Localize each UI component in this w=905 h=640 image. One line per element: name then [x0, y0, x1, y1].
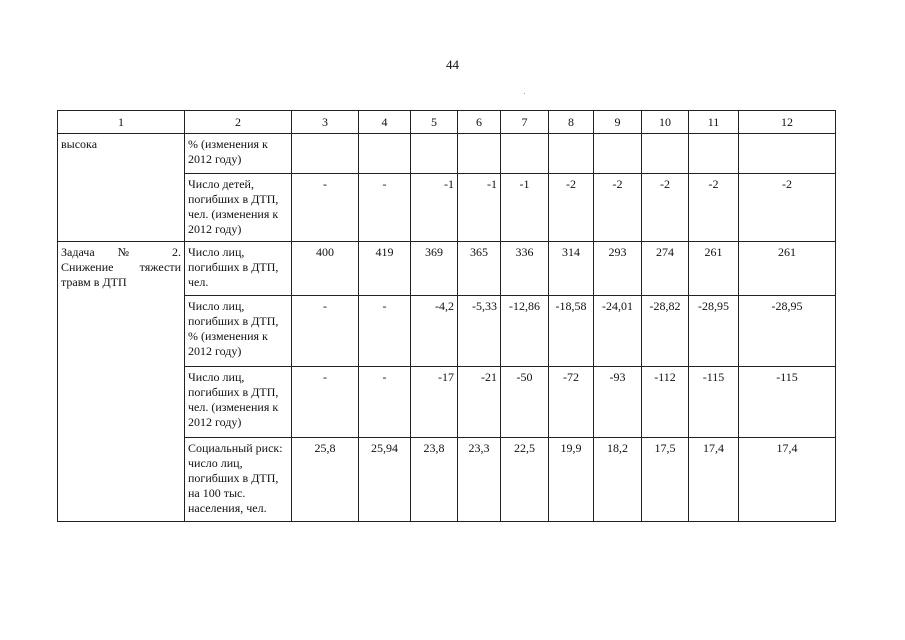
row-description: % (изменения к 2012 году)	[185, 134, 292, 174]
value-cell: -	[292, 174, 359, 242]
header-cell: 8	[549, 111, 594, 134]
header-cell: 9	[594, 111, 642, 134]
value-cell: -1	[458, 174, 501, 242]
value-cell: -115	[739, 367, 836, 438]
value-cell: -2	[739, 174, 836, 242]
value-cell: 274	[642, 242, 689, 296]
value-cell: -24,01	[594, 296, 642, 367]
value-cell	[739, 134, 836, 174]
table-row	[58, 242, 836, 296]
value-cell: -112	[642, 367, 689, 438]
table-row	[58, 134, 836, 174]
value-cell: -28,82	[642, 296, 689, 367]
value-cell: 365	[458, 242, 501, 296]
value-cell	[689, 134, 739, 174]
row-description: Число лиц, погибших в ДТП, % (изменения к 2012 году)	[185, 296, 292, 367]
header-cell: 6	[458, 111, 501, 134]
value-cell: -1	[501, 174, 549, 242]
value-cell	[359, 134, 411, 174]
header-cell: 4	[359, 111, 411, 134]
value-cell: -2	[594, 174, 642, 242]
value-cell: -12,86	[501, 296, 549, 367]
value-cell: -72	[549, 367, 594, 438]
value-cell: -18,58	[549, 296, 594, 367]
value-cell: 19,9	[549, 438, 594, 522]
value-cell: 261	[739, 242, 836, 296]
value-cell	[292, 134, 359, 174]
task-label-line: Задача № 2.	[61, 245, 181, 259]
value-cell: -93	[594, 367, 642, 438]
row-description: Число лиц, погибших в ДТП, чел. (изменения к 2012 году)	[185, 367, 292, 438]
data-table	[57, 110, 836, 522]
group-label	[58, 242, 185, 522]
value-cell: -28,95	[739, 296, 836, 367]
value-cell: 23,8	[411, 438, 458, 522]
header-cell: 5	[411, 111, 458, 134]
header-cell: 3	[292, 111, 359, 134]
value-cell: -5,33	[458, 296, 501, 367]
header-cell: 1	[58, 111, 185, 134]
value-cell: -	[359, 174, 411, 242]
value-cell: 293	[594, 242, 642, 296]
scan-speck	[524, 93, 525, 94]
value-cell: -2	[549, 174, 594, 242]
value-cell	[411, 134, 458, 174]
value-cell: -50	[501, 367, 549, 438]
value-cell: -	[292, 296, 359, 367]
task-label-line: травм в ДТП	[61, 275, 127, 289]
row-description: Число детей, погибших в ДТП, чел. (изменения к 2012 году)	[185, 174, 292, 242]
header-cell: 7	[501, 111, 549, 134]
value-cell	[642, 134, 689, 174]
value-cell: -2	[642, 174, 689, 242]
value-cell: -	[359, 296, 411, 367]
value-cell	[594, 134, 642, 174]
value-cell: -115	[689, 367, 739, 438]
task-label-line: Снижение тяжести	[61, 260, 181, 274]
row-description: Число лиц, погибших в ДТП, чел.	[185, 242, 292, 296]
header-row	[58, 111, 836, 134]
row-description: Социальный риск: число лиц, погибших в ДТП, на 100 тыс. населения, чел.	[185, 438, 292, 522]
value-cell: 22,5	[501, 438, 549, 522]
value-cell	[501, 134, 549, 174]
value-cell: 314	[549, 242, 594, 296]
value-cell: 17,4	[689, 438, 739, 522]
value-cell: -	[359, 367, 411, 438]
header-cell: 12	[739, 111, 836, 134]
header-cell: 11	[689, 111, 739, 134]
value-cell: 400	[292, 242, 359, 296]
value-cell: 336	[501, 242, 549, 296]
value-cell	[458, 134, 501, 174]
value-cell: 25,8	[292, 438, 359, 522]
header-cell: 10	[642, 111, 689, 134]
value-cell: -1	[411, 174, 458, 242]
value-cell: -28,95	[689, 296, 739, 367]
value-cell: -21	[458, 367, 501, 438]
page-number: 44	[446, 57, 459, 72]
group-label: высока	[58, 134, 185, 242]
header-cell: 2	[185, 111, 292, 134]
value-cell	[549, 134, 594, 174]
value-cell: 261	[689, 242, 739, 296]
value-cell: -17	[411, 367, 458, 438]
value-cell: 18,2	[594, 438, 642, 522]
value-cell: -	[292, 367, 359, 438]
value-cell: -2	[689, 174, 739, 242]
value-cell: -4,2	[411, 296, 458, 367]
value-cell: 419	[359, 242, 411, 296]
value-cell: 23,3	[458, 438, 501, 522]
value-cell: 17,5	[642, 438, 689, 522]
value-cell: 369	[411, 242, 458, 296]
value-cell: 17,4	[739, 438, 836, 522]
value-cell: 25,94	[359, 438, 411, 522]
